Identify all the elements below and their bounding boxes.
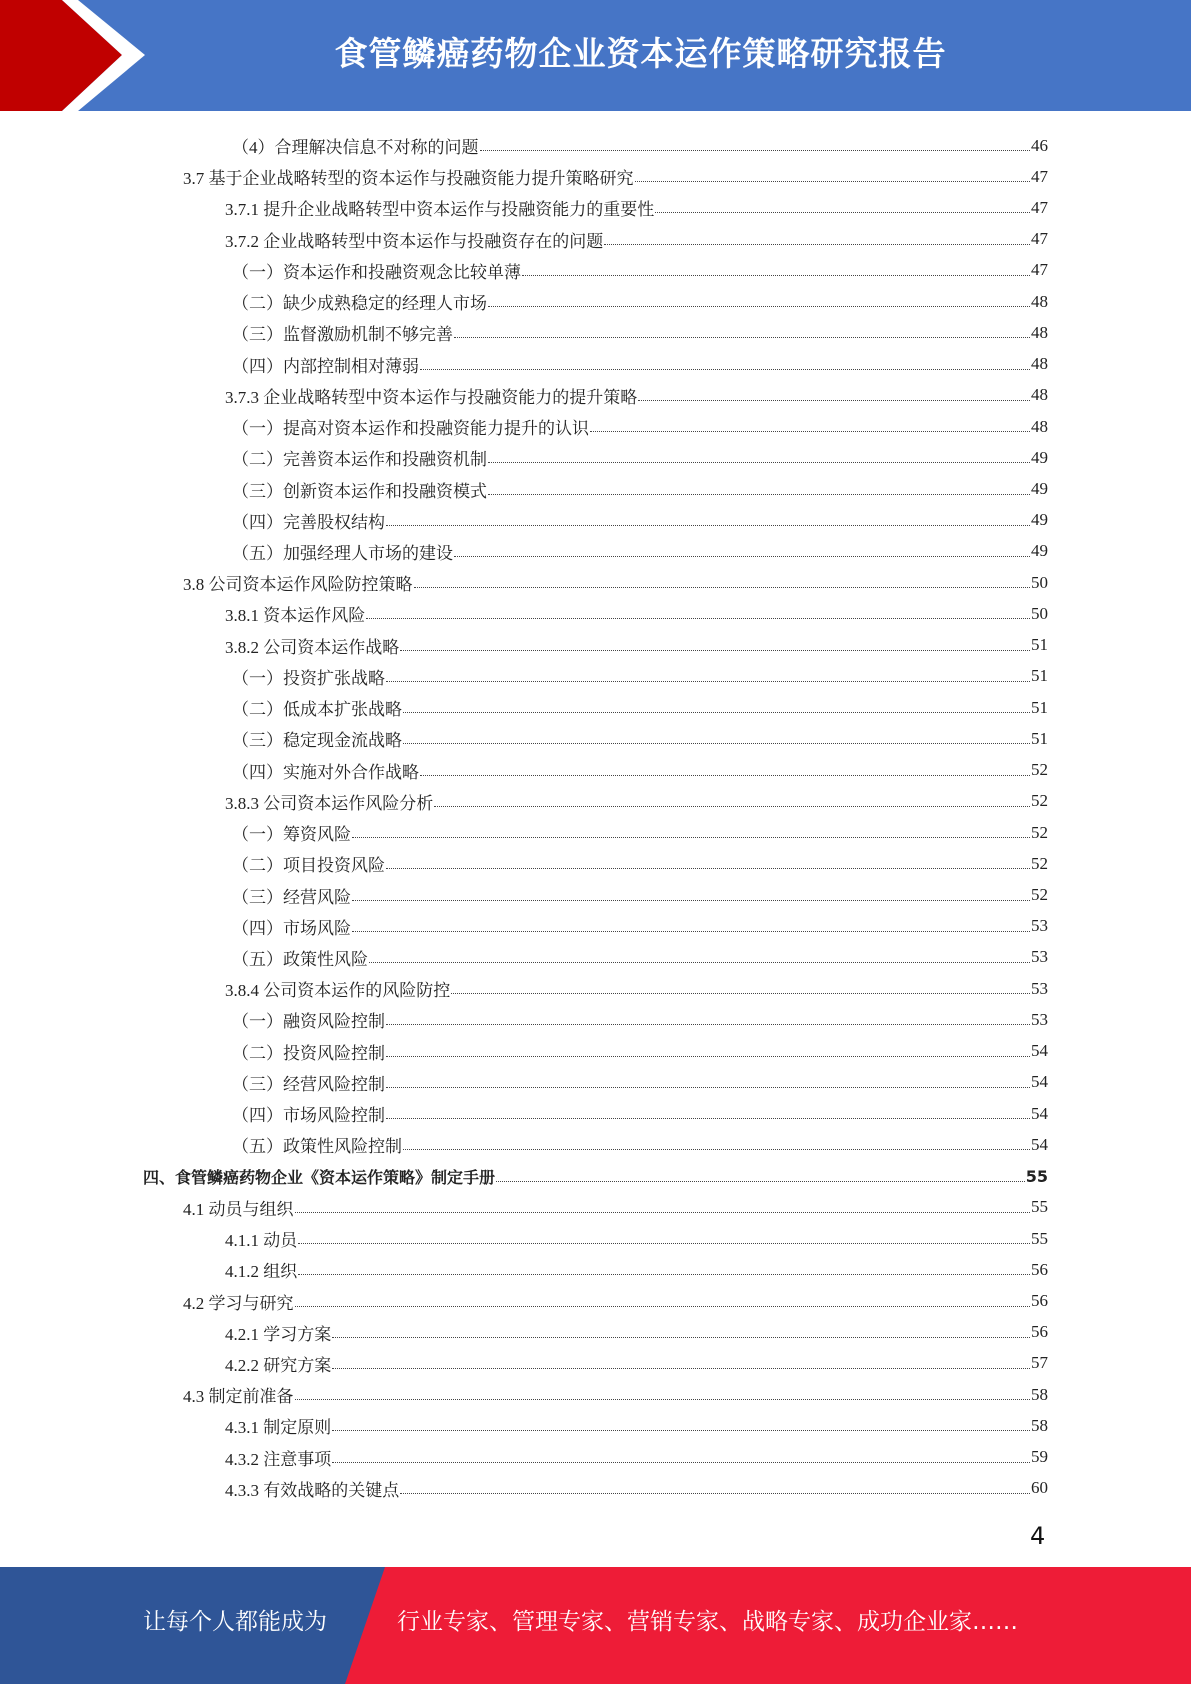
toc-entry-title: 4.1.1 动员 — [225, 1231, 298, 1251]
toc-entry[interactable] — [232, 1098, 1048, 1129]
dot-leader — [496, 1181, 1025, 1182]
toc-entry-page: 54 — [1031, 1134, 1048, 1154]
toc-entry-page: 49 — [1031, 541, 1048, 561]
toc-entry-page: 53 — [1031, 1009, 1048, 1029]
dot-leader — [403, 743, 1030, 744]
toc-entry-title: 3.8.3 公司资本运作风险分析 — [225, 793, 434, 813]
dot-leader — [386, 868, 1030, 869]
toc-entry[interactable] — [232, 723, 1048, 754]
dot-leader — [522, 275, 1030, 276]
toc-entry[interactable] — [225, 380, 1048, 411]
toc-entry[interactable] — [225, 598, 1048, 629]
toc-entry[interactable] — [232, 536, 1048, 567]
dot-leader — [414, 587, 1031, 588]
toc-entry-page: 49 — [1031, 447, 1048, 467]
toc-entry[interactable] — [225, 786, 1048, 817]
toc-entry[interactable] — [232, 255, 1048, 286]
dot-leader — [352, 931, 1030, 932]
toc-entry[interactable] — [183, 161, 1048, 192]
toc-entry-title: （四）市场风险 — [232, 918, 351, 938]
toc-entry[interactable] — [232, 474, 1048, 505]
toc-entry[interactable] — [232, 1004, 1048, 1035]
toc-entry-title: 3.7.1 提升企业战略转型中资本运作与投融资能力的重要性 — [225, 200, 655, 220]
dot-leader — [451, 993, 1030, 994]
toc-entry-page: 52 — [1031, 791, 1048, 811]
toc-entry-page: 52 — [1031, 853, 1048, 873]
toc-entry-page: 47 — [1031, 197, 1048, 217]
toc-entry-page: 49 — [1031, 479, 1048, 499]
dot-leader — [488, 462, 1030, 463]
toc-entry-page: 58 — [1031, 1415, 1048, 1435]
toc-entry-title: （一）投资扩张战略 — [232, 668, 385, 688]
dot-leader — [295, 1306, 1031, 1307]
toc-entry[interactable] — [232, 692, 1048, 723]
toc-entry-page: 56 — [1031, 1291, 1048, 1310]
toc-entry[interactable] — [232, 442, 1048, 473]
toc-entry[interactable] — [232, 1129, 1048, 1160]
toc-entry-page: 54 — [1031, 1041, 1048, 1061]
toc-entry[interactable] — [232, 317, 1048, 348]
toc-entry-title: （三）稳定现金流战略 — [232, 731, 402, 751]
dot-leader — [332, 1430, 1030, 1431]
dot-leader — [590, 431, 1030, 432]
toc-entry-title: （三）经营风险 — [232, 887, 351, 907]
toc-entry-title: （一）筹资风险 — [232, 825, 351, 845]
toc-entry[interactable] — [225, 973, 1048, 1004]
toc-entry-title: （四）市场风险控制 — [232, 1106, 385, 1126]
dot-leader — [332, 1337, 1030, 1338]
toc-entry-title: （一）融资风险控制 — [232, 1012, 385, 1032]
toc-entry[interactable] — [232, 1067, 1048, 1098]
toc-entry-page: 50 — [1031, 572, 1048, 592]
dot-leader — [298, 1243, 1030, 1244]
toc-entry-title: （二）项目投资风险 — [232, 856, 385, 876]
toc-entry-page: 49 — [1031, 510, 1048, 530]
dot-leader — [403, 712, 1030, 713]
toc-entry[interactable] — [183, 1192, 1048, 1223]
toc-entry-title: （一）资本运作和投融资观念比较单薄 — [232, 262, 521, 282]
toc-entry[interactable] — [232, 286, 1048, 317]
dot-leader — [638, 400, 1030, 401]
toc-entry-page: 52 — [1031, 760, 1048, 780]
toc-entry-title: 3.8.4 公司资本运作的风险防控 — [225, 981, 451, 1001]
toc-entry[interactable] — [225, 630, 1048, 661]
dot-leader — [403, 1149, 1030, 1150]
toc-entry-title: （四）实施对外合作战略 — [232, 762, 419, 782]
dot-leader — [386, 1118, 1030, 1119]
toc-entry-page: 50 — [1031, 603, 1048, 623]
toc-entry-title: 4.3.1 制定原则 — [225, 1418, 332, 1438]
dot-leader — [352, 900, 1030, 901]
toc-entry-title: 4.1.2 组织 — [225, 1262, 298, 1282]
toc-entry-title: （三）创新资本运作和投融资模式 — [232, 481, 487, 501]
toc-entry[interactable] — [225, 1254, 1048, 1285]
toc-entry-title: （二）投资风险控制 — [232, 1043, 385, 1063]
toc-entry-page: 58 — [1031, 1384, 1048, 1404]
toc-entry-page: 59 — [1031, 1447, 1048, 1467]
dot-leader — [298, 1274, 1030, 1275]
toc-entry-page: 47 — [1031, 260, 1048, 280]
page-number: 4 — [1030, 1522, 1046, 1550]
toc-entry-title: 4.2.1 学习方案 — [225, 1324, 332, 1344]
toc-entry-title: 3.7.2 企业战略转型中资本运作与投融资存在的问题 — [225, 231, 604, 251]
toc-entry-title: 4.1 动员与组织 — [183, 1199, 294, 1219]
toc-entry-title: （二）完善资本运作和投融资机制 — [232, 450, 487, 470]
dot-leader — [386, 1024, 1030, 1025]
footer-banner — [0, 1567, 1191, 1684]
toc-entry[interactable] — [225, 1348, 1048, 1379]
toc-entry[interactable] — [232, 411, 1048, 442]
toc-entry[interactable] — [225, 192, 1048, 223]
toc-entry-title: （四）内部控制相对薄弱 — [232, 356, 419, 376]
dot-leader — [386, 525, 1030, 526]
toc-entry-page: 52 — [1031, 822, 1048, 842]
toc-entry[interactable] — [225, 224, 1048, 255]
toc-entry-page: 51 — [1031, 697, 1048, 717]
toc-entry-page: 48 — [1031, 291, 1048, 311]
toc-entry-page: 57 — [1031, 1353, 1048, 1373]
dot-leader — [454, 337, 1030, 338]
toc-entry[interactable] — [225, 1317, 1048, 1348]
toc-entry[interactable] — [225, 1473, 1048, 1504]
toc-entry-title: 4.2.2 研究方案 — [225, 1355, 332, 1375]
toc-entry[interactable] — [225, 1442, 1048, 1473]
toc-entry[interactable] — [143, 1161, 1048, 1192]
dot-leader — [386, 1087, 1030, 1088]
toc-entry[interactable] — [225, 1223, 1048, 1254]
report-title: 食管鳞癌药物企业资本运作策略研究报告 — [334, 34, 947, 73]
toc-entry-title: 4.2 学习与研究 — [183, 1293, 294, 1313]
toc-entry-page: 48 — [1031, 322, 1048, 342]
dot-leader — [386, 681, 1030, 682]
dot-leader — [454, 556, 1030, 557]
toc-entry-page: 51 — [1031, 666, 1048, 686]
dot-leader — [295, 1212, 1031, 1213]
dot-leader — [635, 181, 1031, 182]
toc-entry-page: 46 — [1031, 135, 1048, 155]
toc-entry-page: 51 — [1031, 635, 1048, 655]
toc-entry[interactable] — [232, 661, 1048, 692]
toc-entry-title: （二）低成本扩张战略 — [232, 700, 402, 720]
footer-slogan-left: 让每个人都能成为 — [143, 1609, 327, 1635]
toc-entry[interactable] — [183, 1379, 1048, 1410]
toc-entry-title: （三）经营风险控制 — [232, 1074, 385, 1094]
toc-entry[interactable] — [225, 1410, 1048, 1441]
toc-entry-page: 54 — [1031, 1072, 1048, 1092]
toc-entry[interactable] — [183, 1286, 1048, 1317]
toc-entry-title: （一）提高对资本运作和投融资能力提升的认识 — [232, 419, 589, 439]
toc-entry-page: 52 — [1031, 885, 1048, 905]
toc-entry[interactable] — [232, 349, 1048, 380]
toc-entry[interactable] — [232, 505, 1048, 536]
toc-entry-title: 4.3.2 注意事项 — [225, 1449, 332, 1469]
toc-entry-title: 3.8 公司资本运作风险防控策略 — [183, 575, 413, 595]
footer-slogan-right: 行业专家、管理专家、营销专家、战略专家、成功企业家…… — [397, 1609, 1018, 1635]
toc-entry-page: 55 — [1031, 1228, 1048, 1248]
dot-leader — [352, 837, 1030, 838]
toc-entry-title: 3.8.2 公司资本运作战略 — [225, 637, 400, 657]
dot-leader — [420, 775, 1030, 776]
dot-leader — [369, 962, 1030, 963]
toc-entry-page: 47 — [1031, 166, 1048, 186]
dot-leader — [604, 244, 1030, 245]
toc-entry[interactable] — [183, 567, 1048, 598]
dot-leader — [332, 1462, 1030, 1463]
toc-entry-page: 51 — [1031, 728, 1048, 748]
toc-entry-page: 53 — [1031, 978, 1048, 998]
toc-entry[interactable] — [232, 880, 1048, 911]
toc-entry-title: （二）缺少成熟稳定的经理人市场 — [232, 294, 487, 314]
toc-entry-page: 54 — [1031, 1103, 1048, 1123]
toc-entry-title: （五）加强经理人市场的建设 — [232, 543, 453, 563]
toc-entry-page: 55 — [1031, 1197, 1048, 1217]
toc-entry-title: 4.3 制定前准备 — [183, 1387, 294, 1407]
dot-leader — [488, 306, 1030, 307]
dot-leader — [366, 618, 1030, 619]
toc-entry-title: 4.3.3 有效战略的关键点 — [225, 1480, 400, 1500]
dot-leader — [332, 1368, 1030, 1369]
dot-leader — [386, 1056, 1030, 1057]
toc-entry-page: 56 — [1031, 1259, 1048, 1279]
toc-entry-title: （三）监督激励机制不够完善 — [232, 325, 453, 345]
toc-entry-title: （五）政策性风险 — [232, 949, 368, 969]
dot-leader — [434, 806, 1030, 807]
toc-entry-title: 3.7.3 企业战略转型中资本运作与投融资能力的提升策略 — [225, 387, 638, 407]
toc-entry-page: 53 — [1031, 916, 1048, 936]
toc-entry-title: （4）合理解决信息不对称的问题 — [232, 138, 479, 157]
header-banner — [0, 0, 1191, 111]
toc-entry-page: 47 — [1031, 229, 1048, 249]
toc-entry[interactable] — [232, 848, 1048, 879]
toc-entry[interactable] — [232, 817, 1048, 848]
toc-entry-title: 3.8.1 资本运作风险 — [225, 606, 366, 626]
toc-entry-page: 48 — [1031, 354, 1048, 374]
toc-entry-title: （五）政策性风险控制 — [232, 1137, 402, 1157]
toc-entry[interactable] — [232, 1036, 1048, 1067]
toc-entry-title: 3.7 基于企业战略转型的资本运作与投融资能力提升策略研究 — [183, 169, 634, 189]
dot-leader — [655, 212, 1030, 213]
toc-entry-page: 53 — [1031, 947, 1048, 967]
toc-entry[interactable] — [232, 130, 1048, 161]
toc-entry-page: 56 — [1031, 1322, 1048, 1342]
dot-leader — [488, 494, 1030, 495]
toc-entry-page: 60 — [1031, 1478, 1048, 1498]
toc-entry-title: 四、食管鳞癌药物企业《资本运作策略》制定手册 — [143, 1167, 496, 1187]
dot-leader — [480, 150, 1031, 151]
toc-entry-page: 48 — [1031, 385, 1048, 405]
toc-entry[interactable] — [232, 942, 1048, 973]
toc-entry[interactable] — [232, 911, 1048, 942]
toc-entry-title: （四）完善股权结构 — [232, 512, 385, 532]
toc-entry-page: 48 — [1031, 416, 1048, 436]
dot-leader — [400, 1493, 1030, 1494]
dot-leader — [420, 369, 1030, 370]
dot-leader — [400, 650, 1030, 651]
toc-entry[interactable] — [232, 755, 1048, 786]
dot-leader — [295, 1399, 1031, 1400]
toc-entry-page: 55 — [1025, 1166, 1048, 1186]
